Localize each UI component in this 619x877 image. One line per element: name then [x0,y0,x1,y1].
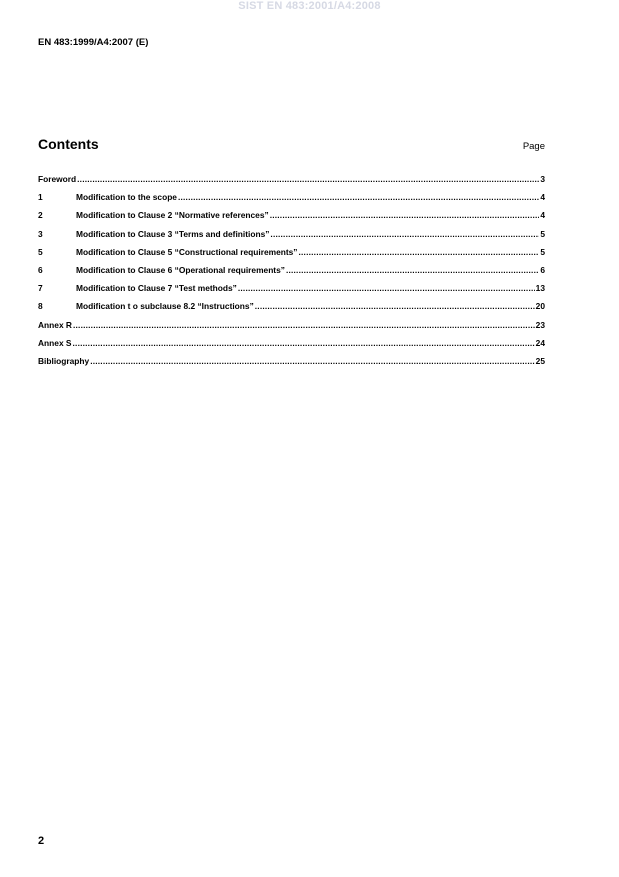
toc-dot-leader [73,320,535,330]
toc-entry-page: 13 [535,283,545,294]
toc-entry-title: Foreword [38,174,77,184]
toc-entry-number: 8 [38,301,43,312]
contents-heading: Contents [38,136,99,152]
toc-entry-title: Modification to Clause 6 “Operational requirements” [76,264,285,275]
toc-entry[interactable] [38,192,545,210]
toc-entry[interactable] [38,320,545,338]
toc-entry-page: 24 [535,337,545,348]
toc-entry-page: 5 [540,228,545,239]
toc-entry[interactable] [38,229,545,247]
toc-entry[interactable] [38,338,545,356]
page-column-label: Page [522,141,545,152]
toc-entry-page: 4 [540,192,545,203]
toc-entry-page: 5 [540,246,545,257]
toc-entry-title: Bibliography [38,355,90,366]
table-of-contents [38,174,545,374]
toc-dot-leader [255,301,535,311]
toc-entry[interactable] [38,247,545,265]
toc-entry-number: 5 [38,246,43,257]
toc-entry-title: Modification to Clause 2 “Normative references” [76,210,269,221]
toc-dot-leader [270,229,539,239]
toc-dot-leader [238,283,535,293]
toc-entry-page: 3 [540,174,545,184]
toc-dot-leader [299,247,540,257]
toc-entry-title: Modification t o subclause 8.2 “Instructions” [76,301,254,312]
toc-entry-page: 6 [540,264,545,275]
toc-entry-page: 4 [540,210,545,221]
toc-dot-leader [77,174,539,184]
toc-entry-number: 3 [38,228,43,239]
toc-entry-page: 25 [535,355,545,366]
toc-entry-title: Modification to Clause 5 “Constructional requirements” [76,246,298,257]
toc-entry-title: Modification to Clause 7 “Test methods” [76,283,237,294]
toc-dot-leader [178,192,539,202]
toc-entry[interactable] [38,265,545,283]
toc-entry-title: Annex S [38,337,72,348]
toc-dot-leader [73,338,535,348]
toc-dot-leader [286,265,539,275]
toc-entry-page: 20 [535,301,545,312]
toc-entry-title: Annex R [38,319,72,330]
toc-entry-page: 23 [535,319,545,330]
toc-entry[interactable] [38,210,545,228]
watermark-text: SIST EN 483:2001/A4:2008 [238,0,381,12]
toc-entry-number: 6 [38,264,43,275]
toc-entry-number: 2 [38,210,43,221]
toc-entry-number: 7 [38,283,43,294]
toc-entry[interactable] [38,174,545,192]
toc-dot-leader [270,210,540,220]
toc-entry[interactable] [38,283,545,301]
page-number: 2 [38,835,45,847]
toc-entry-title: Modification to the scope [76,192,177,203]
toc-entry-number: 1 [38,192,43,203]
toc-entry[interactable] [38,356,545,374]
toc-entry[interactable] [38,301,545,319]
toc-dot-leader [90,356,534,366]
document-reference: EN 483:1999/A4:2007 (E) [38,37,149,48]
toc-entry-title: Modification to Clause 3 “Terms and definitions” [76,228,270,239]
